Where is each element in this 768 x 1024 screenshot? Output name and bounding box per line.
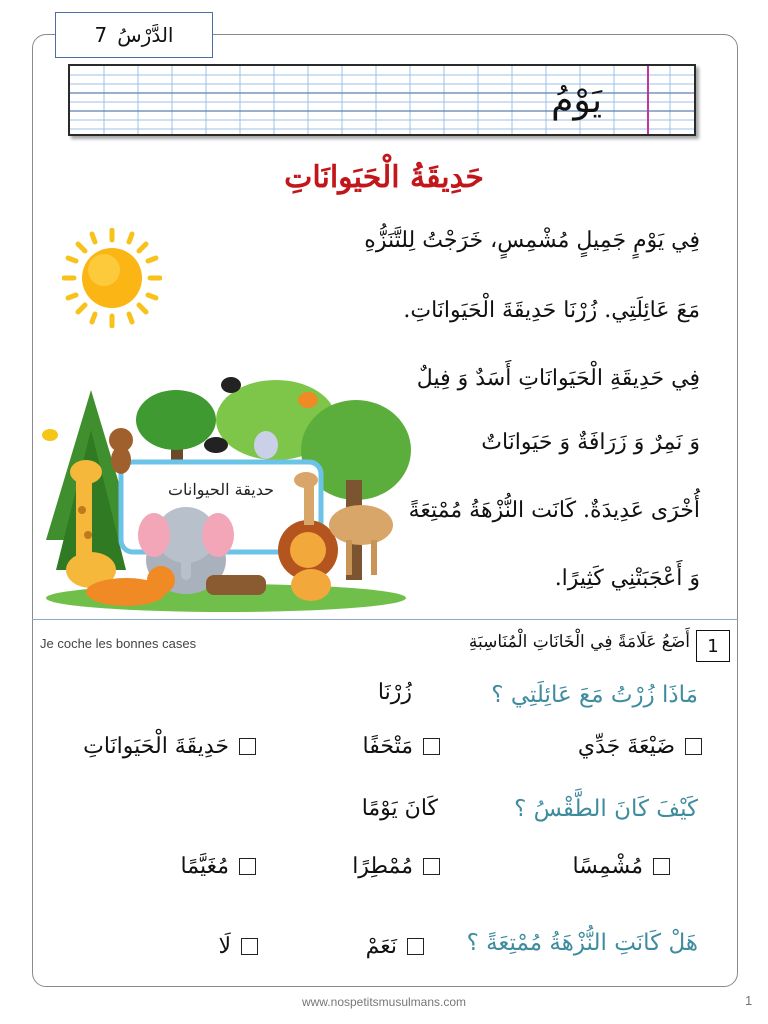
story-line: مَعَ عَائِلَتِي. زُرْنَا حَدِيقَةَ الْحَيَوانَاتِ.	[403, 298, 700, 323]
question-3: هَلْ كَانَتِ النُّزْهَةُ مُمْتِعَةً ؟	[466, 930, 698, 956]
footer-url: www.nospetitsmusulmans.com	[301, 995, 467, 1009]
option-3-1[interactable]	[366, 934, 424, 959]
option-1-1[interactable]	[578, 734, 702, 759]
answer-prefix-2: كَانَ يَوْمًا	[361, 796, 438, 821]
sun-icon	[62, 228, 162, 328]
option-2-2[interactable]	[352, 854, 440, 879]
option-label: مُمْطِرًا	[352, 854, 413, 879]
checkbox[interactable]	[685, 738, 702, 755]
option-1-2[interactable]	[363, 734, 440, 759]
answer-prefix-1: زُرْنَا	[377, 680, 412, 705]
question-2: كَيْفَ كَانَ الطَّقْسُ ؟	[514, 796, 698, 822]
checkbox[interactable]	[239, 858, 256, 875]
story-title: حَدِيقَةُ الْحَيَوانَاتِ	[284, 160, 484, 195]
option-1-3[interactable]	[83, 734, 256, 759]
option-label: مُغَيَّمًا	[180, 854, 229, 879]
french-instruction: Je coche les bonnes cases	[40, 636, 197, 651]
lesson-badge	[55, 12, 213, 58]
monkey-icon	[109, 428, 133, 474]
checkbox[interactable]	[241, 938, 258, 955]
option-label: ضَيْعَةَ جَدِّي	[577, 734, 675, 759]
zoo-sign-text: حديقة الحيوانات	[167, 480, 275, 499]
log-icon	[206, 575, 266, 595]
handwriting-grid	[70, 66, 696, 136]
lesson-number: 7	[94, 23, 108, 47]
option-label: حَدِيقَةَ الْحَيَوانَاتِ	[83, 734, 229, 759]
checkbox[interactable]	[423, 738, 440, 755]
option-label: نَعَمْ	[365, 934, 397, 959]
checkbox[interactable]	[239, 738, 256, 755]
cat-icon	[254, 431, 278, 459]
section-divider	[32, 619, 738, 620]
page-number: 1	[745, 993, 753, 1008]
lesson-label: الدَّرْسُ	[117, 23, 174, 47]
bee-icon	[42, 429, 58, 441]
story-line: فِي يَوْمٍ جَمِيلٍ مُشْمِسٍ، خَرَجْتُ لِلتَّنَزُّهِ	[364, 228, 700, 253]
option-label: مُشْمِسًا	[572, 854, 643, 879]
writing-word: يَوْمُ	[551, 80, 602, 121]
story-line: وَ أَعْجَبَتْنِي كَثِيرًا.	[554, 566, 700, 591]
option-label: مَتْحَفًا	[362, 734, 413, 759]
question-1: مَاذَا زُرْتُ مَعَ عَائِلَتِي ؟	[491, 682, 698, 708]
story-line: أُخْرَى عَدِيدَةٌ. كَانَت النُّزْهَةُ مُمْتِعَةً	[408, 498, 700, 523]
exercise-number: 1	[696, 630, 730, 662]
story-line: وَ نَمِرٌ وَ زَرَافَةٌ وَ حَيَوانَاتٌ	[481, 430, 700, 455]
option-2-1[interactable]	[573, 854, 670, 879]
zoo-illustration	[36, 370, 416, 615]
checkbox[interactable]	[423, 858, 440, 875]
option-3-2[interactable]	[218, 934, 258, 959]
handwriting-lines	[68, 64, 696, 136]
exercise-instruction: أَضَعُ عَلَامَةً فِي الْخَانَاتِ الْمُنَاسِبَةِ	[468, 632, 690, 652]
checkbox[interactable]	[407, 938, 424, 955]
option-label: لَا	[218, 934, 231, 959]
checkbox[interactable]	[653, 858, 670, 875]
story-line: فِي حَدِيقَةِ الْحَيَوانَاتِ أَسَدٌ وَ فِيلٌ	[416, 366, 700, 391]
option-2-3[interactable]	[181, 854, 256, 879]
